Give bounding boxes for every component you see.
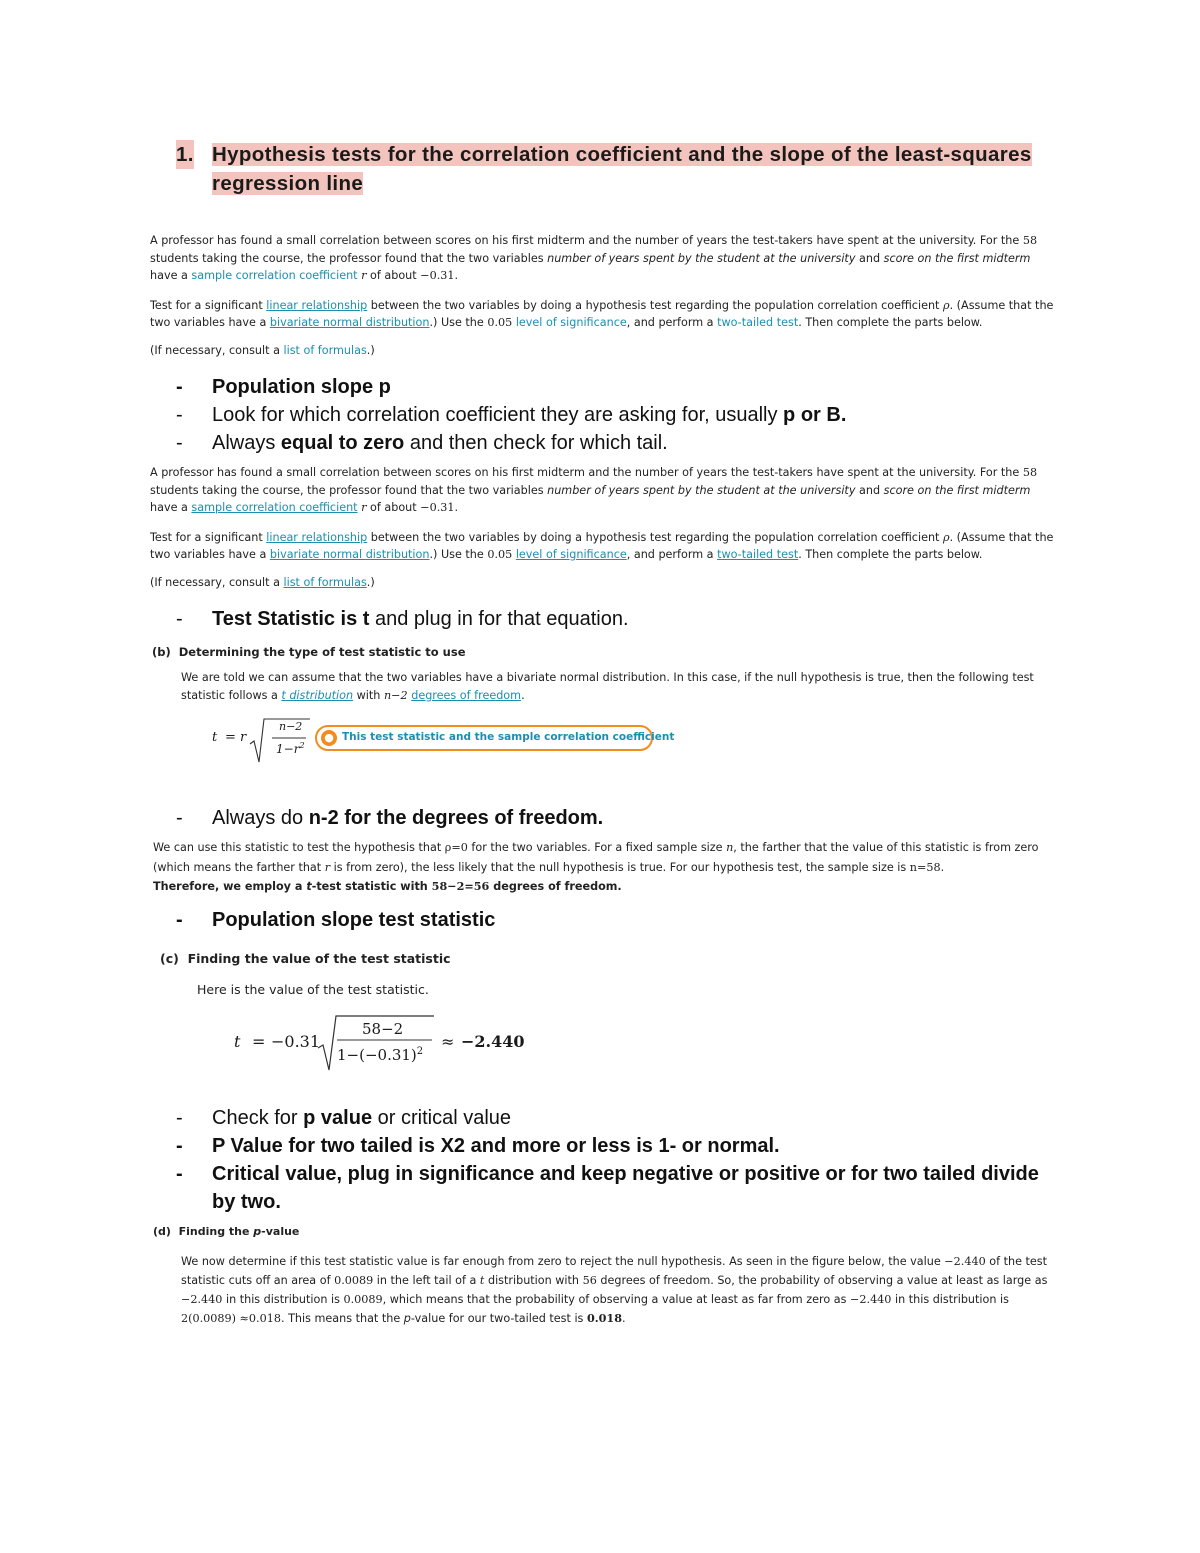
problem-statement [150,232,1060,359]
bullet-test-statistic: - Test Statistic is t and plug in for that equation. [176,608,629,630]
link-two-tailed-test[interactable]: two-tailed test [717,316,799,329]
bullet-degrees-freedom: - Always do n-2 for the degrees of freedom. [176,807,604,829]
bullet-critical-value: - Critical value, plug in significance and keep negative or positive or for two tailed divide by two. [176,1163,1039,1213]
part-b-heading: (b) Determining the type of test statistic to use [152,645,466,659]
link-bivariate-normal[interactable]: bivariate normal distribution [269,316,430,329]
hint-button[interactable]: ● This test statistic and the sample correlation coefficient [315,725,653,751]
bullet-check-p-value: - Check for p value or critical value [176,1107,512,1129]
link-sample-correlation[interactable]: sample correlation coefficient [191,269,358,282]
part-c-heading: (c) Finding the value of the test statistic [160,951,451,966]
heading-text: Hypothesis tests for the correlation coefficient and the slope of the least-squares regression line [212,143,1032,195]
link-level-of-significance-copy[interactable]: level of significance [515,548,627,561]
t-formula: t = r n−2 $1-r^2$ [212,716,312,764]
lightbulb-icon: ● [321,730,337,746]
problem-paragraph: A professor has found a small correlation between scores on his first midterm and the number of years the test-takers have spent at the university. For the 58 students taking the course, the professor found that the two variables number of years spent by the student at the university and score on the first midterm have a sample correlation coefficient r of about −0.31. [150,234,1038,282]
t-value-formula: t = −0.31 58−2 $1-(-0.31)^2$ ≈ −2.440 [234,1012,534,1074]
task-paragraph-copy: Test for a significant linear relationship between the two variables by doing a hypothesis test regarding the population correlation coefficient ρ. (Assume that the two variables have a bivariate normal distribution.) Use the 0.05 level of significance, and perform a two-tailed test. Then complete the parts below. [150,530,1054,561]
link-sample-correlation-copy[interactable]: sample correlation coefficient [191,501,358,514]
explanation-paragraph: We can use this statistic to test the hypothesis that ρ=0 for the two variables. For a fixed sample size n, the farther that the value of this statistic is from zero (which means the farther that r is from zero), the less likely that the null hypothesis is true. For our hypothesis test, the sample size is n=58. Therefore, we employ a t-test statistic with 58−2=56 degrees of freedom. [153,841,1039,893]
heading-number: 1. [176,140,194,169]
bullet-correlation-coefficient: - Look for which correlation coefficient they are asking for, usually p or B. [176,404,847,426]
part-b-text: We are told we can assume that the two variables have a bivariate normal distribution. In this case, if the null hypothesis is true, then the following test statistic follows a t distribution with n−2 degrees of freedom. [181,671,1034,702]
link-bivariate-normal-copy[interactable]: bivariate normal distribution [269,548,430,561]
formulas-paragraph-copy: (If necessary, consult a list of formulas.) [150,575,375,589]
bullet-slope-test-statistic: - Population slope test statistic [176,909,496,931]
formulas-paragraph: (If necessary, consult a list of formulas.) [150,343,375,357]
bullet-population-slope: - Population slope p [176,376,391,398]
link-list-of-formulas[interactable]: list of formulas [283,343,367,357]
link-linear-relationship-copy[interactable]: linear relationship [266,530,368,544]
part-d-text: We now determine if this test statistic value is far enough from zero to reject the null hypothesis. As seen in the figure below, the value −2.440 of the test statistic cuts off an area of 0.0089 in the left tail of a t distribution with 56 degrees of freedom. So, the probability of observing a value at least as large as −2.440 in this distribution is 0.0089, which means that the probability of observing a value at least as far from zero as −2.440 in this distribution is 2(0.0089) ≈0.018. This means that the p-value for our two-tailed test is 0.018. [181,1255,1048,1325]
bullet-p-value-two-tailed: - P Value for two tailed is X2 and more or less is 1- or normal. [176,1135,780,1157]
part-c-intro: Here is the value of the test statistic. [197,982,429,997]
problem-paragraph-copy: A professor has found a small correlation between scores on his first midterm and the number of years the test-takers have spent at the university. For the 58 students taking the course, the professor found that the two variables number of years spent by the student at the university and score on the first midterm have a sample correlation coefficient r of about −0.31. [150,466,1038,514]
link-list-of-formulas-copy[interactable]: list of formulas [283,575,367,589]
bullet-equal-zero: - Always equal to zero and then check for which tail. [176,432,668,454]
problem-statement-copy [150,464,1060,591]
link-degrees-of-freedom[interactable]: degrees of freedom [411,688,522,702]
link-t-distribution[interactable]: t distribution [281,688,354,702]
part-d-heading: (d) Finding the p-value [153,1225,300,1238]
link-level-of-significance[interactable]: level of significance [515,316,627,329]
link-linear-relationship[interactable]: linear relationship [266,298,368,312]
link-two-tailed-test-copy[interactable]: two-tailed test [717,548,799,561]
task-paragraph: Test for a significant linear relationship between the two variables by doing a hypothesis test regarding the population correlation coefficient ρ. (Assume that the two variables have a bivariate normal distribution.) Use the 0.05 level of significance, and perform a two-tailed test. Then complete the parts below. [150,298,1054,329]
